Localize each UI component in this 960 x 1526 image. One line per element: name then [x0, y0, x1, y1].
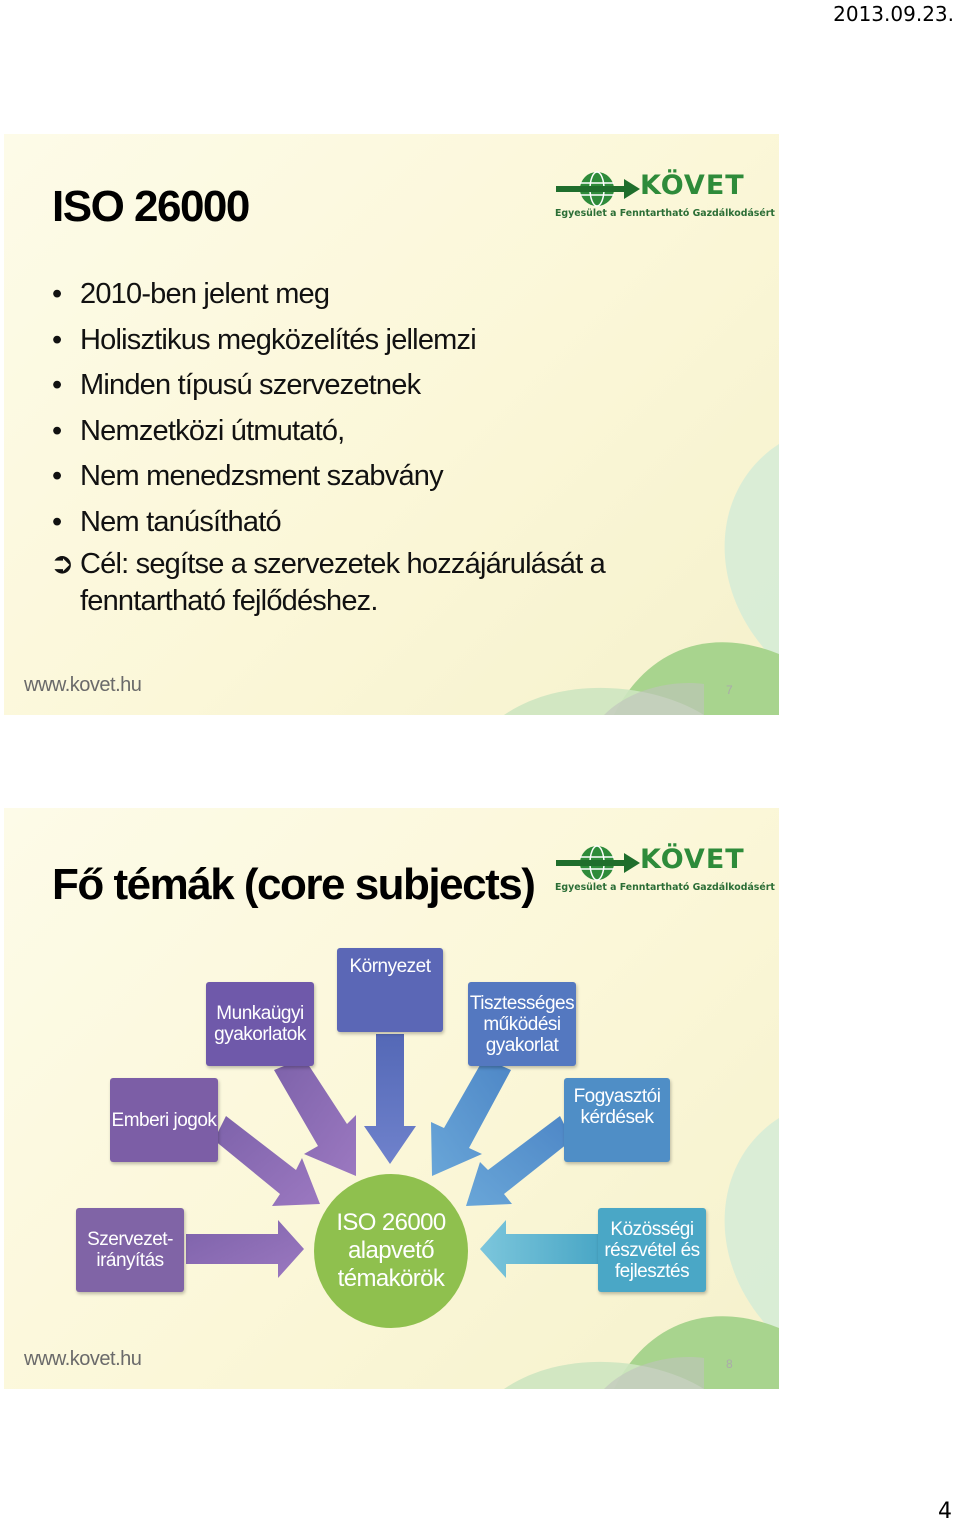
- logo-tagline: Egyesület a Fenntartható Gazdálkodásért: [555, 882, 775, 893]
- subject-kornyezet: Környezet: [337, 948, 443, 1032]
- bullet-dot: •: [52, 414, 62, 447]
- page-number: 4: [938, 1499, 952, 1524]
- kovet-logo: [554, 170, 775, 222]
- globe-arrow-icon: [554, 170, 640, 208]
- arrow-emberi-jogok: [214, 1116, 320, 1206]
- footer-url: www.kovet.hu: [24, 674, 142, 696]
- arrow-kornyezet: [364, 1034, 416, 1164]
- list-item: • Nem menedzsment szabvány: [50, 454, 670, 500]
- footer-url: www.kovet.hu: [24, 1348, 142, 1370]
- subject-kozossegi: Közösségi részvétel és fejlesztés: [598, 1208, 706, 1292]
- bullet-dot: •: [52, 505, 62, 538]
- logo-tagline: Egyesület a Fenntartható Gazdálkodásért: [555, 208, 775, 219]
- subject-tisztesseges: Tisztességes működési gyakorlat: [468, 982, 576, 1066]
- arrow-munkaugyi: [274, 1058, 356, 1176]
- bullet-dot: •: [52, 323, 62, 356]
- list-item: • Holisztikus megközelítés jellemzi: [50, 318, 670, 364]
- arrow-icon: ➲: [50, 548, 74, 580]
- center-circle: ISO 26000 alapvető témakörök: [314, 1174, 468, 1328]
- slide-number: 8: [726, 1357, 733, 1371]
- slide-iso-26000: [4, 134, 779, 715]
- bullet-list: [50, 272, 670, 545]
- subject-fogyasztoi: Fogyasztói kérdések: [564, 1078, 670, 1162]
- logo-word: KÖVET: [640, 844, 745, 875]
- slide-title: Fő témák (core subjects): [52, 860, 535, 909]
- subject-munkaugyi: Munkaügyi gyakorlatok: [206, 982, 314, 1066]
- list-item: • Minden típusú szervezetnek: [50, 363, 670, 409]
- bullet-dot: •: [52, 460, 62, 492]
- goal-statement: ➲ Cél: segítse a szervezetek hozzájárulását a fenntartható fejlődéshez.: [50, 548, 605, 617]
- arrow-fogyasztoi: [466, 1116, 572, 1206]
- bullet-dot: •: [52, 278, 62, 310]
- arrow-tisztesseges: [431, 1058, 511, 1176]
- slide-number: 7: [726, 683, 733, 697]
- bullet-dot: •: [52, 369, 62, 401]
- page-date: 2013.09.23.: [833, 2, 954, 26]
- list-item: • Nem tanúsítható: [50, 500, 670, 546]
- arrow-kozossegi: [480, 1220, 598, 1278]
- list-item: • Nemzetközi útmutató,: [50, 409, 670, 455]
- subject-szervezetiranyitas: Szervezet- irányítás: [76, 1208, 184, 1292]
- slide-title: ISO 26000: [52, 182, 249, 231]
- list-item: • 2010-ben jelent meg: [50, 272, 670, 318]
- subject-emberi-jogok: Emberi jogok: [110, 1078, 218, 1162]
- logo-word: KÖVET: [640, 170, 745, 201]
- slide-core-subjects: [4, 808, 779, 1389]
- arrow-szervezetiranyitas: [186, 1220, 304, 1278]
